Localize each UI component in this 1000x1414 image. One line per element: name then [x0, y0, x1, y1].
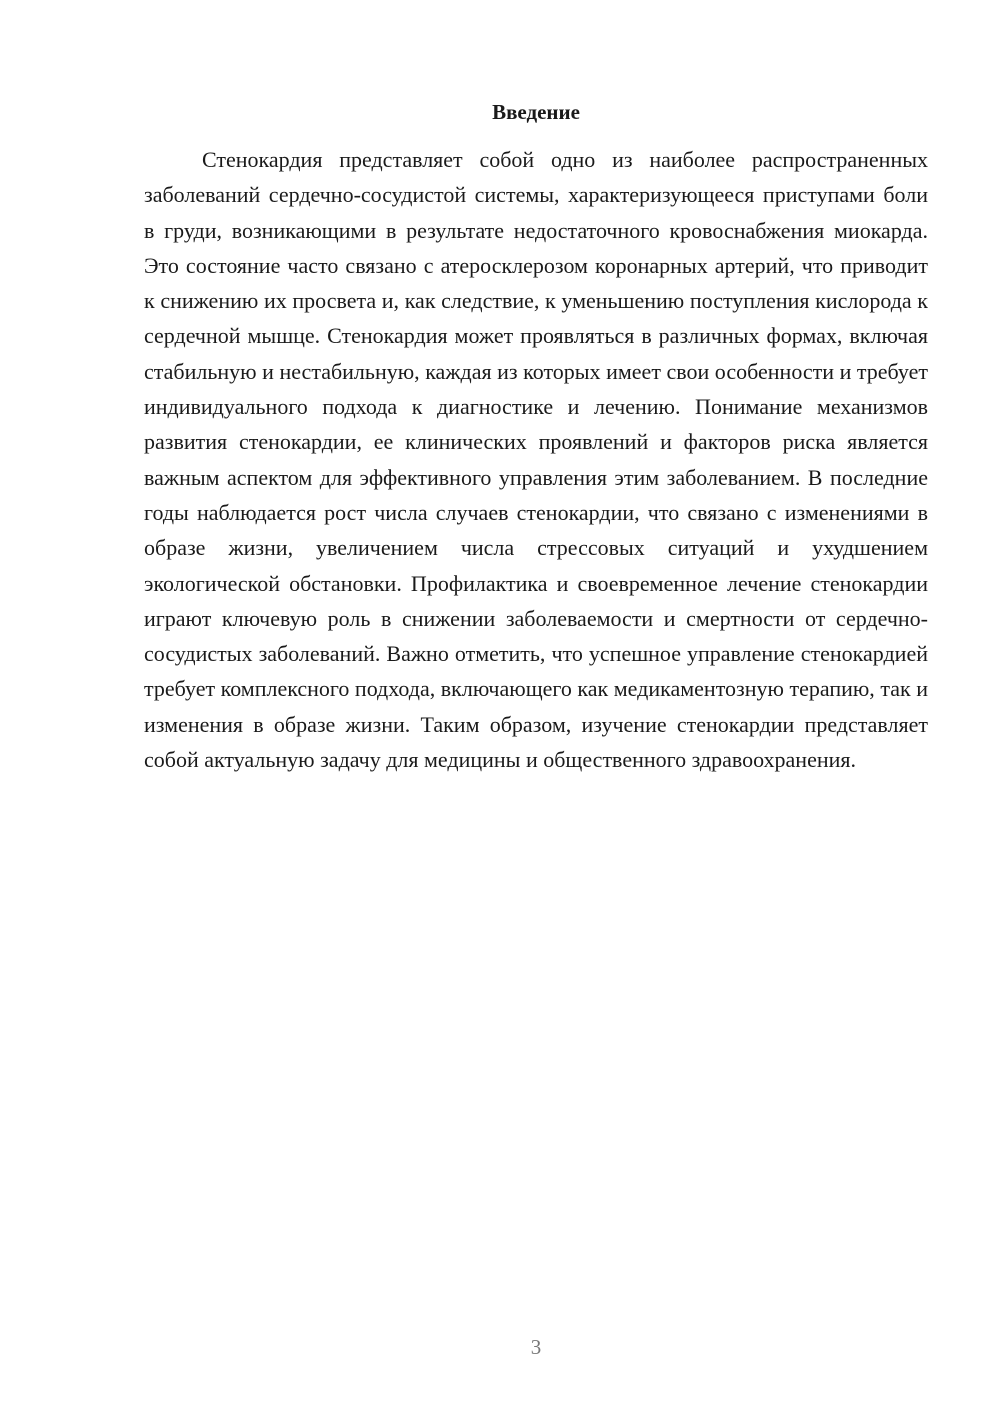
body-paragraph: Стенокардия представляет собой одно из наиболее распространенных заболеваний сердечно-сосудистой системы, характеризующееся приступами боли в груди, возникающими в результате недостаточного кровоснабжения миокарда. Это состояние часто связано с атеросклерозом коронарных артерий, что приводит к снижению их просвета и, как следствие, к уменьшению поступления кислорода к сердечной мышце. Стенокардия может проявляться в различных формах, включая стабильную и нестабильную, каждая из которых имеет свои особенности и требует индивидуального подхода к диагностике и лечению. Понимание механизмов развития стенокардии, ее клинических проявлений и факторов риска является важным аспектом для эффективного управления этим заболеванием. В последние годы наблюдается рост числа случаев стенокардии, что связано с изменениями в образе жизни, увеличением числа стрессовых ситуаций и ухудшением экологической обстановки. Профилактика и своевременное лечение стенокардии играют ключевую роль в снижении заболеваемости и смертности от сердечно-сосудистых заболеваний. Важно отметить, что успешное управление стенокардией требует комплексного подхода, включающего как медикаментозную терапию, так и изменения в образе жизни. Таким образом, изучение стенокардии представляет собой актуальную задачу для медицины и общественного здравоохранения.	[144, 147, 928, 773]
section-heading: Введение	[492, 100, 580, 124]
page-number: 3	[530, 1335, 542, 1359]
